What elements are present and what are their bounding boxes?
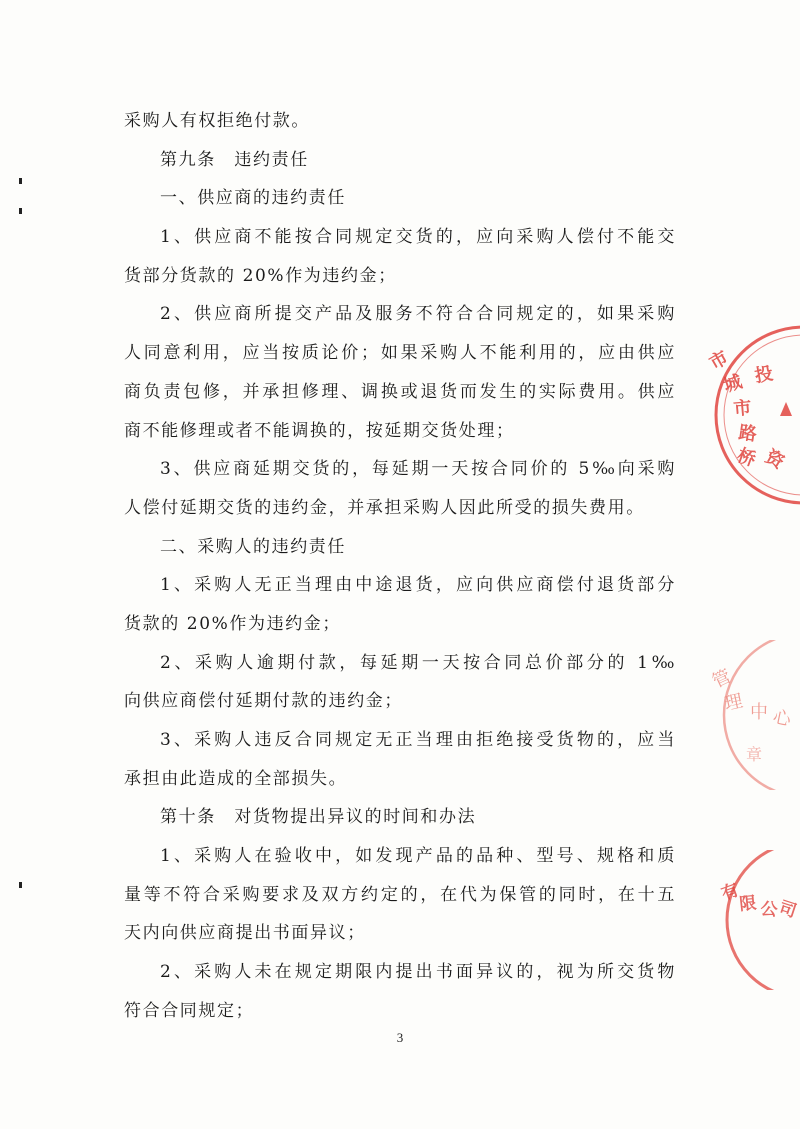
section-heading: 第九条 违约责任 (160, 149, 309, 170)
text-line: 符合合同规定； (124, 1000, 255, 1021)
svg-text:限: 限 (738, 893, 758, 915)
text-line: 商负责包修，并承担修理、调换或退货而发生的实际费用。供应 (124, 381, 676, 402)
svg-text:中: 中 (750, 702, 768, 723)
document-body (124, 102, 676, 1031)
scan-mark (19, 208, 22, 214)
subsection-heading: 二、采购人的违约责任 (160, 536, 346, 557)
svg-text:章: 章 (746, 745, 763, 764)
text-line: 承担由此造成的全部损失。 (124, 768, 348, 789)
svg-text:公: 公 (759, 899, 779, 921)
management-center-seal (696, 640, 800, 790)
subsection-heading: 一、供应商的违约责任 (160, 188, 346, 209)
svg-text:市: 市 (706, 347, 733, 375)
svg-text:市: 市 (732, 397, 753, 420)
text-line: 量等不符合采购要求及双方约定的，在代为保管的同时，在十五 (124, 884, 676, 905)
page-number: 3 (396, 1030, 404, 1045)
svg-text:城: 城 (721, 371, 745, 397)
text-line: 采购人有权拒绝付款。 (124, 111, 310, 131)
text-line: 货款的 20%作为违约金； (124, 613, 341, 634)
text-line: 2、采购人逾期付款，每延期一天按合同总价部分的 1‰ (160, 652, 676, 673)
text-line: 天内向供应商提出书面异议； (124, 923, 366, 944)
text-line: 1、采购人无正当理由中途退货，应向供应商偿付退货部分 (160, 575, 676, 596)
text-line: 2、供应商所提交产品及服务不符合合同规定的，如果采购 (160, 304, 676, 325)
svg-text:有: 有 (718, 880, 742, 905)
text-line: 2、采购人未在规定期限内提出书面异议的，视为所交货物 (160, 962, 676, 983)
scan-mark (19, 882, 22, 888)
svg-text:理: 理 (722, 690, 745, 715)
svg-text:心: 心 (770, 706, 793, 731)
section-heading: 第十条 对货物提出异议的时间和办法 (160, 807, 477, 828)
company-seal (694, 320, 800, 510)
text-line: 向供应商偿付延期付款的违约金； (124, 691, 403, 712)
text-line: 3、采购人违反合同规定无正当理由拒绝接受货物的，应当 (160, 730, 676, 750)
svg-text:司: 司 (776, 897, 799, 923)
text-line: 人偿付延期交货的违约金，并承担采购人因此所受的损失费用。 (124, 497, 645, 518)
text-line: 人同意利用，应当按质论价；如果采购人不能利用的，应由供应 (124, 343, 676, 364)
text-line: 货部分货款的 20%作为违约金； (124, 265, 397, 286)
svg-text:资: 资 (761, 446, 788, 474)
svg-text:桥: 桥 (734, 444, 759, 471)
text-line: 3、供应商延期交货的，每延期一天按合同价的 5‰向采购 (160, 459, 676, 480)
text-line: 商不能修理或者不能调换的，按延期交货处理； (124, 420, 515, 441)
svg-text:投: 投 (753, 363, 775, 387)
text-line: 1、采购人在验收中，如发现产品的品种、型号、规格和质 (160, 846, 676, 867)
svg-text:路: 路 (737, 422, 759, 446)
text-line: 1、供应商不能按合同规定交货的，应向采购人偿付不能交 (160, 227, 676, 248)
limited-company-seal (710, 850, 800, 990)
scan-mark (19, 178, 22, 184)
svg-text:管: 管 (709, 665, 735, 693)
